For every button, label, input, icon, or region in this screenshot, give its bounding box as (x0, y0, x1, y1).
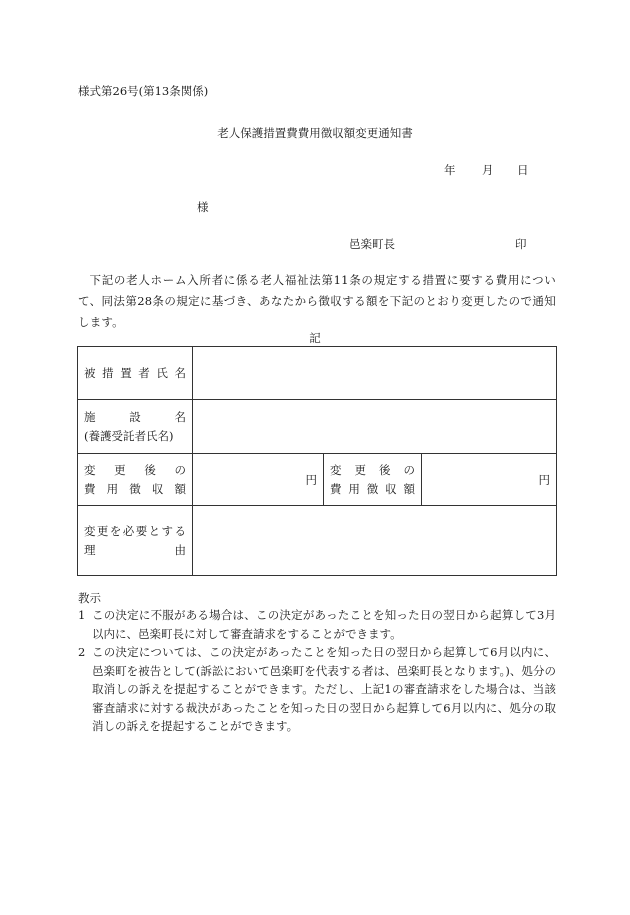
notes-title: 教示 (78, 591, 101, 605)
reason-label-line1 (84, 522, 186, 541)
label-char: 額 (403, 481, 415, 496)
label-char: 名 (174, 365, 186, 380)
label-char: の (174, 462, 186, 477)
after-change-label-line1 (330, 461, 415, 480)
note-text: この決定に不服がある場合は、この決定があったことを知った日の翌日から起算して3月以内に、邑楽町長に対して審査請求をすることができます。 (92, 608, 556, 641)
facility-label (84, 408, 186, 427)
document-title: 老人保護措置費費用徴収額変更通知書 (217, 126, 413, 140)
label-char: 被 (84, 365, 96, 380)
note-item (78, 606, 556, 643)
ki-heading: 記 (309, 331, 321, 345)
label-char: 設 (129, 409, 141, 424)
body-paragraph: 下記の老人ホーム入所者に係る老人福祉法第11条の規定する措置に要する費用について、同法第28条の規定に基づき、あなたから徴収する額を下記のとおり変更したので通知します。 (78, 273, 556, 329)
after-change-label-line1 (84, 461, 186, 480)
form-number: 様式第26号(第13条関係) (78, 84, 209, 98)
label-char: 必 (122, 523, 135, 538)
reason-label-line2 (84, 541, 186, 560)
after-change-label-line2 (84, 480, 186, 499)
label-char: 費 (330, 481, 342, 496)
yen-unit: 円 (305, 472, 317, 487)
table-row (78, 347, 557, 400)
note-number: 1 (78, 608, 86, 622)
label-char: 収 (151, 481, 164, 496)
label-char: す (161, 523, 174, 538)
facility-value-cell[interactable] (193, 400, 557, 454)
facility-sub-label: (養護受託者氏名) (84, 428, 174, 443)
label-char: を (109, 523, 122, 538)
label-char: 用 (106, 481, 119, 496)
issuer-name: 邑楽町長 (349, 237, 395, 251)
person-name-label (84, 364, 186, 383)
label-char: 収 (385, 481, 397, 496)
amount-cell[interactable] (193, 454, 324, 506)
label-char: 措 (102, 365, 114, 380)
yen-unit: 円 (538, 472, 551, 487)
table-row (78, 400, 557, 454)
person-name-label-cell (78, 347, 193, 400)
facility-label-cell (78, 400, 193, 454)
person-name-value-cell[interactable] (193, 347, 557, 400)
label-char: 後 (379, 462, 391, 477)
label-char: 用 (348, 481, 360, 496)
seal-mark: 印 (515, 237, 527, 251)
label-char: る (174, 523, 186, 538)
reason-label-cell (78, 506, 193, 576)
amount-cell[interactable] (422, 454, 557, 506)
date-day-label: 日 (517, 163, 529, 177)
label-char: 変 (84, 462, 96, 477)
after-change-label-cell (78, 454, 193, 506)
label-char: 理 (84, 542, 96, 557)
label-char: 名 (174, 409, 186, 424)
label-char: 変 (330, 462, 342, 477)
info-table (77, 346, 557, 576)
label-char: 更 (354, 462, 366, 477)
addressee-suffix: 様 (197, 200, 209, 214)
note-text: この決定については、この決定があったことを知った日の翌日から起算して6月以内に、邑楽町を被告として(訴訟において邑楽町を代表する者は、邑楽町長となります。)、処分の取消しの訴えを提起することができます。ただし、上記1の審査請求をした場合は、当該審査請求に対する裁決があったことを知った日の翌日から起算して6月以内に、処分の取消しの訴えを提起することができます。 (92, 645, 556, 733)
label-char: 徴 (129, 481, 141, 496)
label-char: 更 (96, 523, 109, 538)
label-char: 徴 (366, 481, 379, 496)
label-char: 費 (84, 481, 96, 496)
label-char: 額 (174, 481, 186, 496)
after-change-label-cell (324, 454, 422, 506)
label-char: 変 (84, 523, 96, 538)
label-char: 要 (135, 523, 148, 538)
note-item (78, 643, 556, 736)
note-number: 2 (78, 645, 86, 659)
label-char: 後 (144, 462, 156, 477)
label-char: 置 (120, 365, 132, 380)
date-month-label: 月 (482, 163, 494, 177)
table-row (78, 506, 557, 576)
date-year-label: 年 (444, 163, 456, 177)
label-char: 氏 (156, 365, 168, 380)
table-row (78, 454, 557, 506)
label-char: と (148, 523, 161, 538)
label-char: 更 (114, 462, 126, 477)
label-char: 由 (174, 542, 186, 557)
after-change-label-line2 (330, 480, 415, 499)
label-char: 施 (84, 409, 96, 424)
label-char: の (403, 462, 415, 477)
reason-value-cell[interactable] (193, 506, 557, 576)
label-char: 者 (138, 365, 150, 380)
